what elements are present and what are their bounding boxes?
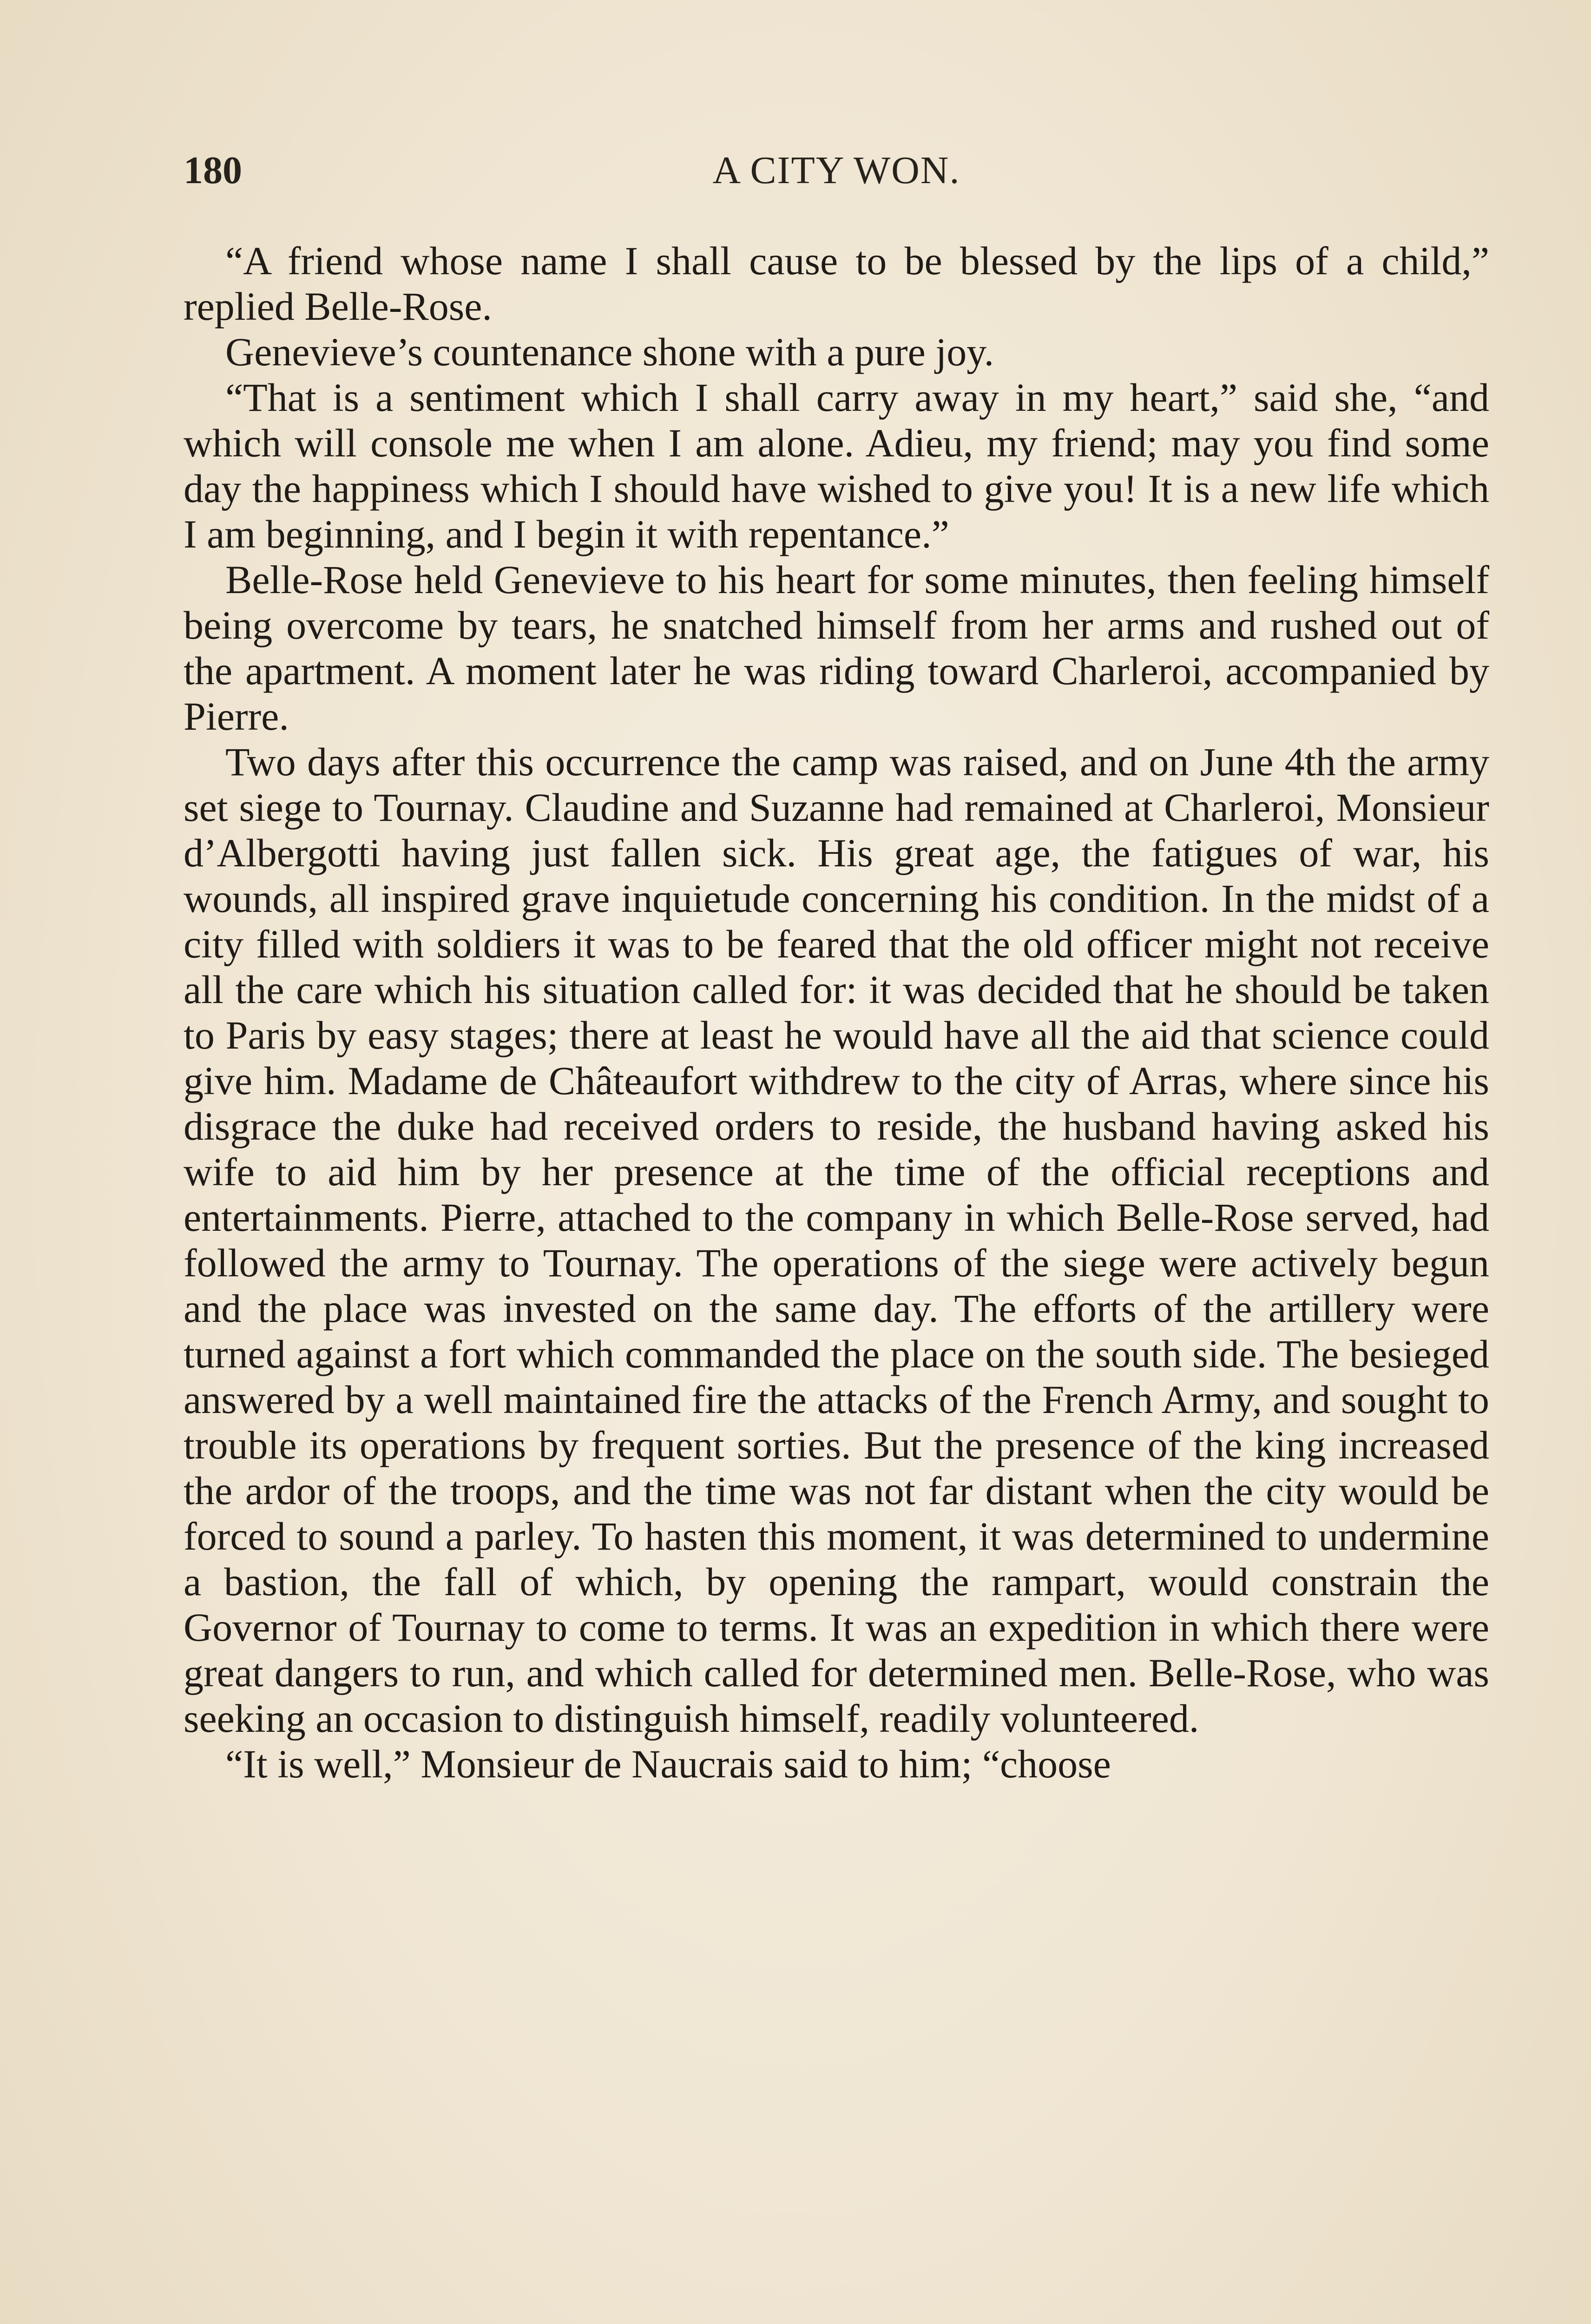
paragraph: “A friend whose name I shall cause to be blessed by the lips of a child,” replied Belle-Rose.: [184, 238, 1489, 329]
running-head: [184, 148, 1489, 199]
body-text: [184, 238, 1489, 1787]
page-number: 180: [184, 149, 242, 192]
paragraph: “It is well,” Monsieur de Naucrais said to him; “choose: [225, 1742, 1111, 1786]
paragraph: Genevieve’s countenance shone with a pure joy.: [225, 330, 994, 374]
running-title: A CITY WON.: [712, 149, 960, 192]
paragraph: Two days after this occurrence the camp was raised, and on June 4th the army set siege to Tournay. Claudine and Suzanne had remained at Charleroi, Monsieur d’Albergotti having just fallen sick. His great age, the fatigues of war, his wounds, all inspired grave inquietude concerning his condition. In the midst of a city filled with soldiers it was to be feared that the old officer might not receive all the care which his situation called for: it was decided that he should be taken to Paris by easy stages; there at least he would have all the aid that science could give him. Madame de Châteaufort withdrew to the city of Arras, where since his disgrace the duke had received orders to reside, the husband having asked his wife to aid him by her presence at the time of the official receptions and entertainments. Pierre, attached to the company in which Belle-Rose served, had followed the army to Tournay. The operations of the siege were actively begun and the place was invested on the same day. The efforts of the artillery were turned against a fort which commanded the place on the south side. The besieged answered by a well maintained fire the attacks of the French Army, and sought to trouble its operations by frequent sorties. But the presence of the king increased the ardor of the troops, and the time was not far distant when the city would be forced to sound a parley. To hasten this moment, it was determined to undermine a bastion, the fall of which, by opening the rampart, would constrain the Governor of Tournay to come to terms. It was an expedition in which there were great dangers to run, and which called for determined men. Belle-Rose, who was seeking an occasion to distinguish himself, readily volunteered.: [184, 739, 1489, 1741]
paragraph: “That is a sentiment which I shall carry away in my heart,” said she, “and which will console me when I am alone. Adieu, my friend; may you find some day the happiness which I should have wished to give you! It is a new life which I am beginning, and I begin it with repentance.”: [184, 375, 1489, 556]
paragraph: Belle-Rose held Genevieve to his heart for some minutes, then feeling himself being overcome by tears, he snatched himself from her arms and rushed out of the apartment. A moment later he was riding toward Charleroi, accompanied by Pierre.: [184, 557, 1489, 739]
